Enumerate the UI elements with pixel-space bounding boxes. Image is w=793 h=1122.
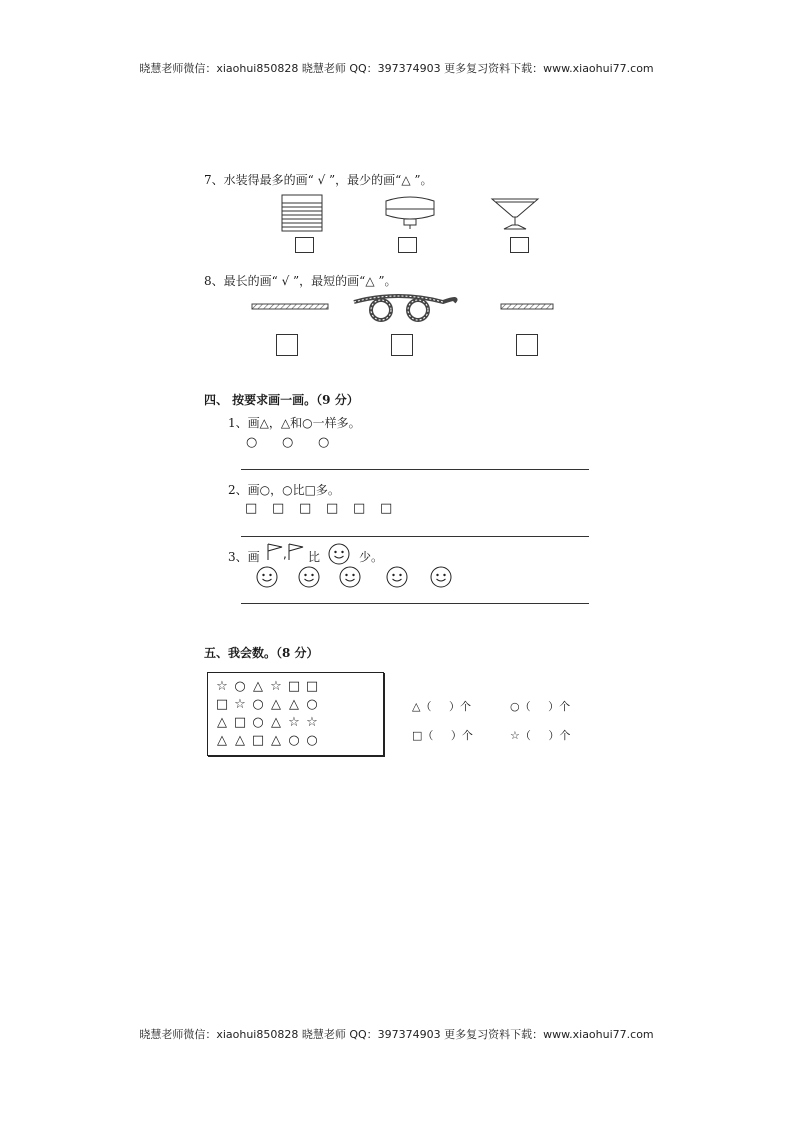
grid-cell: ○ [234, 678, 246, 694]
circle-symbol: ○ [318, 435, 330, 450]
q8-answer-box-1[interactable] [276, 334, 298, 356]
circle-symbol: ○ [246, 435, 258, 450]
grid-cell: ○ [252, 714, 264, 730]
smiley-face-icon [299, 567, 319, 587]
short-rope-left-icon [252, 304, 328, 309]
grid-cell: △ [271, 732, 281, 748]
grid-cell: ○ [288, 732, 300, 748]
flag-icon [289, 544, 303, 560]
shape-count-grid [207, 672, 384, 756]
grid-cell: △ [271, 696, 281, 712]
question-7-text: 7、水装得最多的画“ √ ”，最少的画“△ ”。 [204, 173, 433, 187]
grid-cell: △ [217, 732, 227, 748]
s4-item-3-answer-line[interactable] [241, 603, 589, 604]
grid-cell: □ [233, 714, 247, 730]
grid-cell: ☆ [216, 678, 228, 694]
s4-item-1-text: 1、画△，△和○一样多。 [228, 416, 361, 430]
flag-icon [268, 544, 282, 560]
q8-answer-box-3[interactable] [516, 334, 538, 356]
question-8-text: 8、最长的画“ √ ”，最短的画“△ ”。 [204, 274, 397, 288]
straight-glass-icon [282, 195, 322, 231]
grid-row [213, 731, 383, 749]
s4-item-2-text: 2、画○，○比□多。 [228, 483, 340, 497]
grid-cell: □ [305, 678, 319, 694]
circle-symbol: ○ [282, 435, 294, 450]
flag-icons [266, 542, 306, 562]
page-footer: 晓慧老师微信：xiaohui850828 晓慧老师 QQ：397374903 更多复习资料下载：www.xiaohui77.com [139, 1028, 654, 1041]
count-answer-circle[interactable]: ○（ ）个 [510, 700, 571, 713]
s4-item-3-prefix: 3、画 [228, 550, 260, 564]
s4-item-1-answer-line[interactable] [241, 469, 589, 470]
grid-cell: □ [215, 696, 229, 712]
q8-ropes-illustration [248, 290, 558, 330]
count-answer-star[interactable]: ☆（ ）个 [510, 729, 571, 742]
smiley-face-icon [328, 543, 350, 565]
short-rope-right-icon [501, 304, 553, 309]
smiley-face-icon [257, 567, 277, 587]
grid-cell: ○ [306, 732, 318, 748]
grid-cell: □ [251, 732, 265, 748]
grid-cell: ☆ [306, 714, 318, 730]
s4-item-3-suffix: 少。 [359, 550, 384, 564]
grid-cell: △ [289, 696, 299, 712]
smiley-face-icon [387, 567, 407, 587]
s4-item-3-middle: 比 [308, 550, 321, 564]
q7-answer-box-2[interactable] [398, 237, 417, 253]
grid-row [213, 695, 383, 713]
square-symbol: □ [353, 501, 366, 516]
s4-item-2-answer-line[interactable] [241, 536, 589, 537]
smiley-face-icon [340, 567, 360, 587]
square-symbol: □ [272, 501, 285, 516]
square-symbol: □ [299, 501, 312, 516]
grid-row [213, 677, 383, 695]
svg-text:,: , [283, 547, 287, 561]
section-5-title: 五、我会数。（8 分） [204, 646, 319, 660]
smiley-row [255, 565, 455, 591]
grid-cell: ☆ [270, 678, 282, 694]
grid-cell: □ [287, 678, 301, 694]
section-4-title: 四、 按要求画一画。（9 分） [204, 393, 359, 407]
grid-cell: △ [235, 732, 245, 748]
q7-answer-box-1[interactable] [295, 237, 314, 253]
grid-cell: △ [217, 714, 227, 730]
grid-cell: ○ [306, 696, 318, 712]
grid-cell: ○ [252, 696, 264, 712]
grid-cell: ☆ [234, 696, 246, 712]
looped-rope-icon [354, 296, 456, 320]
page-header: 晓慧老师微信：xiaohui850828 晓慧老师 QQ：397374903 更多复习资料下载：www.xiaohui77.com [139, 62, 654, 75]
q8-answer-box-2[interactable] [391, 334, 413, 356]
grid-cell: △ [271, 714, 281, 730]
q7-answer-box-3[interactable] [510, 237, 529, 253]
square-symbol: □ [380, 501, 393, 516]
bowl-glass-icon [386, 197, 434, 229]
square-symbol: □ [326, 501, 339, 516]
grid-cell: ☆ [288, 714, 300, 730]
grid-row [213, 713, 383, 731]
cone-glass-icon [492, 199, 538, 229]
square-symbol: □ [245, 501, 258, 516]
smiley-face-icon [431, 567, 451, 587]
count-answer-square[interactable]: □（ ）个 [412, 729, 473, 742]
grid-cell: △ [253, 678, 263, 694]
count-answer-triangle[interactable]: △（ ）个 [412, 700, 471, 713]
